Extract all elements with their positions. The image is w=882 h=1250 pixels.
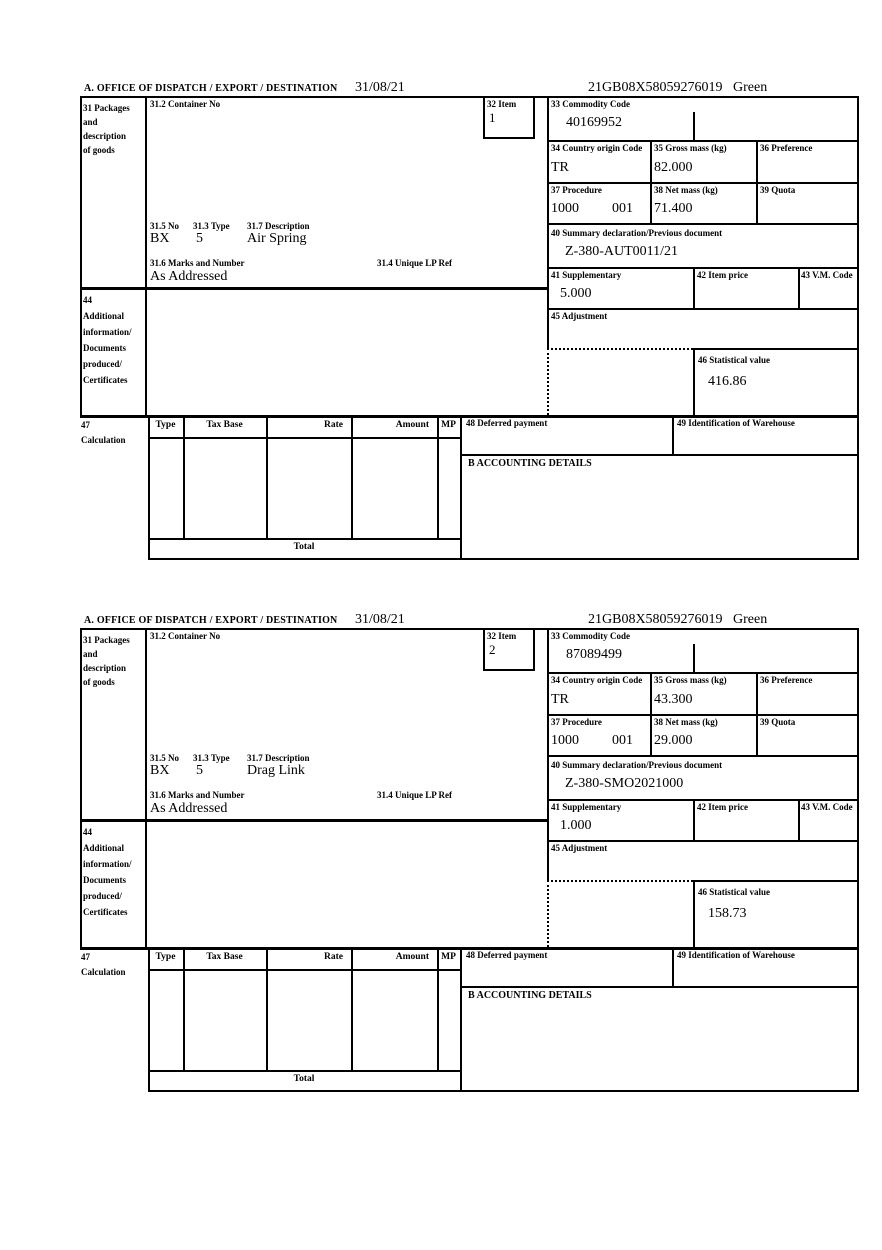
commodity-code-label: 33 Commodity Code: [551, 99, 630, 109]
declaration-section-1: [0, 82, 882, 564]
marks-number-label: 31.6 Marks and Number: [150, 790, 245, 800]
country-origin-value: TR: [551, 692, 569, 707]
grid-line-h: [483, 137, 535, 139]
calc-header-amount: Amount: [395, 952, 429, 962]
grid-line-v: [756, 140, 758, 223]
commodity-code-label: 33 Commodity Code: [551, 631, 630, 641]
box44-label-line: Certificates: [83, 907, 128, 917]
box47-label: [81, 418, 126, 448]
grid-line-v: [547, 96, 549, 348]
container-no-label: 31.2 Container No: [150, 631, 221, 641]
item-number-value: 2: [489, 642, 496, 657]
item-label: 32 Item: [487, 631, 517, 641]
box44-label-line: information/: [83, 859, 132, 869]
statistical-value: 158.73: [708, 906, 747, 921]
grid-line-v: [483, 628, 485, 669]
box44-label-line: Documents: [83, 343, 126, 353]
package-no-value: BX: [150, 763, 170, 778]
goods-description-value: Air Spring: [247, 231, 307, 246]
grid-line-v: [533, 96, 535, 139]
grid-line-v: [266, 415, 268, 538]
adjustment-label: 45 Adjustment: [551, 311, 608, 321]
box31-label-line: of goods: [83, 677, 115, 687]
grid-line-h: [148, 1090, 859, 1092]
package-no-value: BX: [150, 231, 170, 246]
gross-mass-value: 43.300: [654, 692, 693, 707]
country-origin-label: 34 Country origin Code: [551, 143, 643, 153]
country-origin-value: TR: [551, 160, 569, 175]
box44-label-line: 44: [83, 827, 92, 837]
box31-label-line: 31 Packages: [83, 635, 130, 645]
dotted-line-v: [547, 880, 549, 947]
supplementary-label: 41 Supplementary: [551, 802, 622, 812]
supplementary-value: 1.000: [560, 818, 592, 833]
dotted-line-h: [547, 880, 693, 882]
grid-line-v: [460, 947, 462, 1090]
package-type-label: 31.3 Type: [193, 221, 230, 231]
grid-line-h: [460, 454, 859, 456]
grid-line-v: [650, 672, 652, 755]
box31-label: [83, 633, 130, 689]
package-type-value: 5: [196, 763, 203, 778]
grid-line-h: [693, 880, 859, 882]
grid-line-v: [693, 112, 695, 140]
box44-label-line: information/: [83, 327, 132, 337]
grid-line-v: [351, 947, 353, 1070]
quota-label: 39 Quota: [760, 185, 796, 195]
box47-label-line: Calculation: [81, 435, 126, 445]
box31-label-line: description: [83, 131, 127, 141]
warehouse-id-label: 49 Identification of Warehouse: [677, 950, 795, 960]
grid-line-v: [437, 947, 439, 1070]
grid-line-h: [460, 986, 859, 988]
box47-label: [81, 950, 126, 980]
grid-line-h: [547, 223, 859, 225]
routing-status: Green: [733, 80, 768, 95]
calc-header-tax-base: Tax Base: [206, 420, 243, 430]
grid-line-h: [547, 267, 859, 269]
adjustment-label: 45 Adjustment: [551, 843, 608, 853]
grid-line-h: [148, 1070, 460, 1072]
country-origin-label: 34 Country origin Code: [551, 675, 643, 685]
preference-label: 36 Preference: [760, 143, 813, 153]
box44-label-line: Additional: [83, 311, 125, 321]
grid-line-v: [148, 947, 150, 1090]
grid-line-v: [650, 140, 652, 223]
grid-line-h: [547, 182, 859, 184]
grid-line-h: [547, 755, 859, 757]
grid-line-v: [672, 415, 674, 454]
description-label: 31.7 Description: [247, 753, 310, 763]
grid-line-v: [437, 415, 439, 538]
grid-line-h: [547, 714, 859, 716]
mrn-reference: 21GB08X58059276019: [588, 612, 723, 627]
summary-declaration-label: 40 Summary declaration/Previous document: [551, 228, 723, 238]
box47-label-line: Calculation: [81, 967, 126, 977]
procedure-label: 37 Procedure: [551, 717, 602, 727]
grid-line-v: [183, 947, 185, 1070]
calc-header-mp: MP: [441, 952, 456, 962]
calc-header-tax-base: Tax Base: [206, 952, 243, 962]
unique-lp-ref-label: 31.4 Unique LP Ref: [377, 790, 453, 800]
calc-total-label: Total: [293, 1074, 315, 1084]
grid-line-h: [547, 840, 859, 842]
grid-line-v: [672, 947, 674, 986]
grid-line-v: [798, 267, 800, 308]
net-mass-value: 71.400: [654, 201, 693, 216]
deferred-payment-label: 48 Deferred payment: [466, 950, 548, 960]
box44-label-line: Documents: [83, 875, 126, 885]
package-no-label: 31.5 No: [150, 753, 179, 763]
dispatch-date: 31/08/21: [355, 612, 405, 627]
box31-label-line: of goods: [83, 145, 115, 155]
box31-label-line: description: [83, 663, 127, 673]
box44-label-line: Certificates: [83, 375, 128, 385]
box44-label-line: 44: [83, 295, 92, 305]
calc-header-amount: Amount: [395, 420, 429, 430]
box44-label: [83, 824, 132, 920]
package-type-value: 5: [196, 231, 203, 246]
unique-lp-ref-label: 31.4 Unique LP Ref: [377, 258, 453, 268]
grid-line-v: [145, 628, 147, 947]
grid-line-v: [351, 415, 353, 538]
calc-header-type: Type: [155, 420, 176, 430]
box47-label-line: 47: [81, 952, 90, 962]
grid-line-h: [148, 538, 460, 540]
grid-line-h: [547, 140, 859, 142]
calc-total-label: Total: [293, 542, 315, 552]
grid-line-v: [266, 947, 268, 1070]
supplementary-value: 5.000: [560, 286, 592, 301]
vm-code-label: 43 V.M. Code: [801, 270, 853, 280]
accounting-details-label: B ACCOUNTING DETAILS: [468, 990, 592, 1001]
grid-line-h: [148, 558, 859, 560]
grid-line-v: [183, 415, 185, 538]
declaration-section-2: [0, 614, 882, 1096]
grid-line-h: [483, 669, 535, 671]
grid-line-v: [756, 672, 758, 755]
grid-line-v: [798, 799, 800, 840]
grid-line-h: [148, 969, 460, 971]
calc-header-mp: MP: [441, 420, 456, 430]
item-price-label: 42 Item price: [697, 802, 748, 812]
grid-line-h: [80, 628, 859, 630]
gross-mass-label: 35 Gross mass (kg): [654, 143, 727, 153]
grid-line-v: [857, 96, 859, 558]
grid-line-v: [693, 348, 695, 415]
item-label: 32 Item: [487, 99, 517, 109]
grid-line-v: [148, 415, 150, 558]
gross-mass-label: 35 Gross mass (kg): [654, 675, 727, 685]
routing-status: Green: [733, 612, 768, 627]
marks-number-label: 31.6 Marks and Number: [150, 258, 245, 268]
quota-label: 39 Quota: [760, 717, 796, 727]
net-mass-value: 29.000: [654, 733, 693, 748]
accounting-details-label: B ACCOUNTING DETAILS: [468, 458, 592, 469]
grid-line-v: [857, 628, 859, 1090]
net-mass-label: 38 Net mass (kg): [654, 185, 718, 195]
grid-line-h: [80, 287, 547, 290]
grid-line-v: [547, 628, 549, 880]
grid-line-v: [693, 799, 695, 840]
box31-label-line: and: [83, 649, 98, 659]
marks-value: As Addressed: [150, 801, 228, 816]
grid-line-v: [693, 267, 695, 308]
box44-label-line: produced/: [83, 359, 122, 369]
box44-label-line: produced/: [83, 891, 122, 901]
grid-line-v: [80, 628, 82, 947]
dispatch-date: 31/08/21: [355, 80, 405, 95]
package-type-label: 31.3 Type: [193, 753, 230, 763]
grid-line-h: [547, 799, 859, 801]
grid-line-h: [80, 96, 859, 98]
procedure-label: 37 Procedure: [551, 185, 602, 195]
calc-header-rate: Rate: [324, 952, 343, 962]
calc-header-type: Type: [155, 952, 176, 962]
grid-line-h: [547, 672, 859, 674]
grid-line-v: [693, 644, 695, 672]
previous-document-value: Z-380-AUT0011/21: [565, 244, 679, 259]
description-label: 31.7 Description: [247, 221, 310, 231]
grid-line-v: [80, 96, 82, 415]
box47-label-line: 47: [81, 420, 90, 430]
office-of-dispatch-label: A. OFFICE OF DISPATCH / EXPORT / DESTINATION: [84, 83, 338, 94]
grid-line-v: [145, 96, 147, 415]
dotted-line-h: [547, 348, 693, 350]
dotted-line-v: [547, 348, 549, 415]
box31-label-line: 31 Packages: [83, 103, 130, 113]
item-number-value: 1: [489, 110, 496, 125]
grid-line-h: [547, 308, 859, 310]
warehouse-id-label: 49 Identification of Warehouse: [677, 418, 795, 428]
preference-label: 36 Preference: [760, 675, 813, 685]
package-no-label: 31.5 No: [150, 221, 179, 231]
statistical-value-label: 46 Statistical value: [698, 887, 770, 897]
box31-label-line: and: [83, 117, 98, 127]
commodity-code-value: 87089499: [566, 647, 622, 662]
statistical-value: 416.86: [708, 374, 747, 389]
procedure-value-2: 001: [612, 733, 633, 748]
goods-description-value: Drag Link: [247, 763, 305, 778]
box44-label-line: Additional: [83, 843, 125, 853]
commodity-code-value: 40169952: [566, 115, 622, 130]
container-no-label: 31.2 Container No: [150, 99, 221, 109]
grid-line-v: [483, 96, 485, 137]
net-mass-label: 38 Net mass (kg): [654, 717, 718, 727]
box31-label: [83, 101, 130, 157]
supplementary-label: 41 Supplementary: [551, 270, 622, 280]
marks-value: As Addressed: [150, 269, 228, 284]
procedure-value-2: 001: [612, 201, 633, 216]
procedure-value-1: 1000: [551, 201, 579, 216]
gross-mass-value: 82.000: [654, 160, 693, 175]
vm-code-label: 43 V.M. Code: [801, 802, 853, 812]
mrn-reference: 21GB08X58059276019: [588, 80, 723, 95]
grid-line-h: [693, 348, 859, 350]
previous-document-value: Z-380-SMO2021000: [565, 776, 684, 791]
grid-line-v: [460, 415, 462, 558]
summary-declaration-label: 40 Summary declaration/Previous document: [551, 760, 723, 770]
item-price-label: 42 Item price: [697, 270, 748, 280]
grid-line-h: [148, 437, 460, 439]
grid-line-v: [693, 880, 695, 947]
box44-label: [83, 292, 132, 388]
deferred-payment-label: 48 Deferred payment: [466, 418, 548, 428]
grid-line-v: [533, 628, 535, 671]
procedure-value-1: 1000: [551, 733, 579, 748]
grid-line-h: [80, 819, 547, 822]
calc-header-rate: Rate: [324, 420, 343, 430]
statistical-value-label: 46 Statistical value: [698, 355, 770, 365]
office-of-dispatch-label: A. OFFICE OF DISPATCH / EXPORT / DESTINATION: [84, 615, 338, 626]
